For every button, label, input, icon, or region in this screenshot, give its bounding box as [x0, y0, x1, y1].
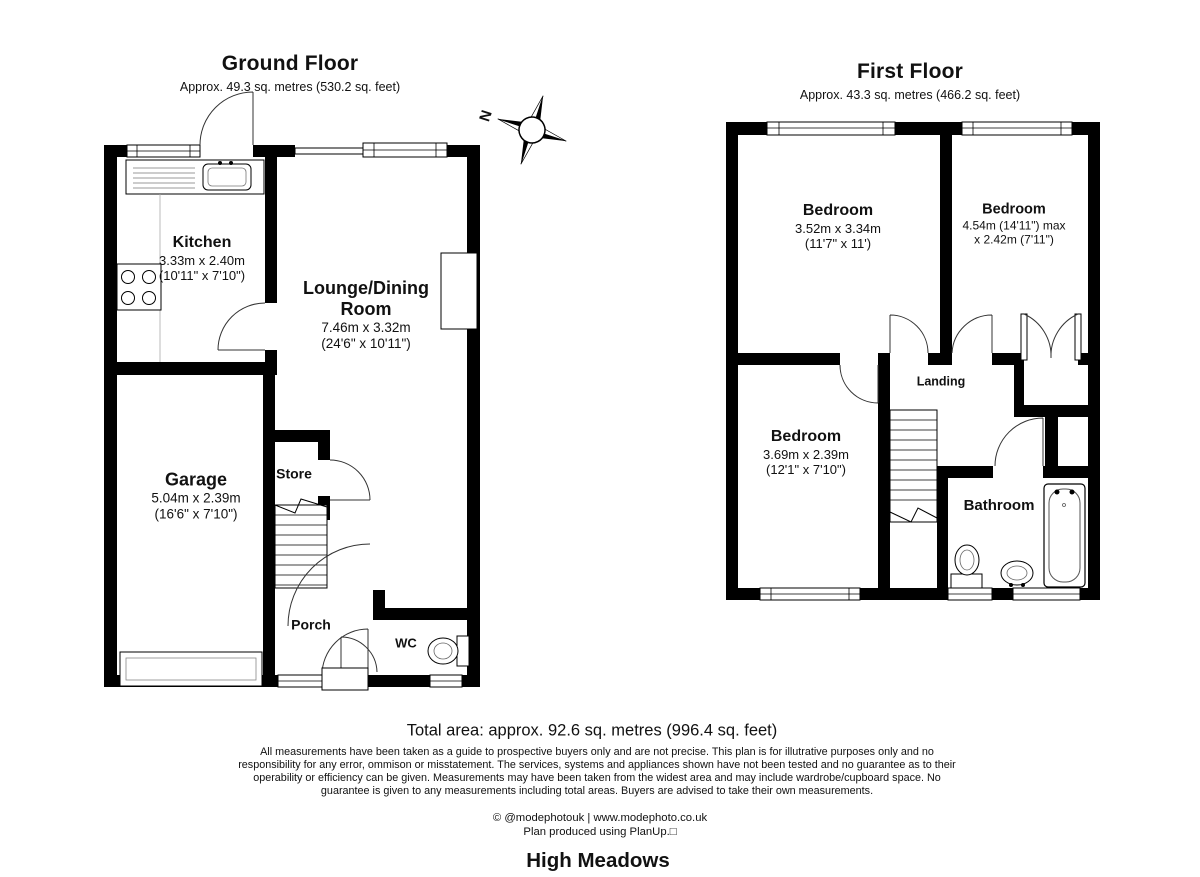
- disclaimer-line: guarantee is given to any measurements including total areas. Buyers are advised to take their own measurements.: [320, 785, 874, 797]
- ground-floor-plan: [104, 92, 480, 690]
- bedroom2-window: [962, 122, 1072, 135]
- room-name: Garage: [164, 469, 228, 490]
- property-name: High Meadows: [526, 849, 670, 872]
- bathroom-window-left: [948, 588, 992, 600]
- disclaimer-line: operability or efficiency can be given. Measurements may have been taken from the widest area and may include wardrobe/cupboard space. No: [253, 772, 941, 784]
- thin-wall: [295, 148, 365, 154]
- room-dim-imperial: (12'1" x 7'10"): [766, 462, 846, 478]
- garage-door: [120, 652, 262, 686]
- room-label-bedroom-3: [763, 428, 849, 478]
- produced-line: Plan produced using PlanUp.□: [523, 826, 677, 838]
- room-label-bathroom: [964, 497, 1035, 515]
- room-dim-imperial: (24'6" x 10'11"): [321, 336, 411, 352]
- room-dim-imperial: (10'11" x 7'10"): [158, 268, 246, 284]
- room-label-lounge-dining: [284, 278, 449, 352]
- porch-window: [278, 675, 322, 687]
- room-label-bedroom-1: [795, 202, 881, 252]
- room-dim-metric: 7.46m x 3.32m: [321, 320, 411, 336]
- room-dim-imperial: (16'6" x 7'10"): [154, 506, 238, 522]
- hob-icon: [117, 264, 161, 310]
- room-name: Porch: [291, 616, 331, 633]
- room-dim-metric: 3.52m x 3.34m: [795, 221, 881, 237]
- ground-floor-stairs: [275, 499, 327, 588]
- bedroom3-window: [760, 588, 860, 600]
- north-label: N: [476, 108, 496, 124]
- room-name: Bedroom: [770, 428, 842, 446]
- room-label-store: [276, 466, 312, 483]
- room-dim-metric: 5.04m x 2.39m: [151, 490, 241, 506]
- first-floor-plan: [726, 122, 1100, 600]
- room-label-landing: [917, 375, 966, 390]
- room-dim-imperial: x 2.42m (7'11"): [974, 232, 1054, 247]
- room-name: Bathroom: [963, 497, 1035, 515]
- room-name: WC: [395, 635, 417, 651]
- ground-floor-area: Approx. 49.3 sq. metres (530.2 sq. feet): [179, 80, 401, 94]
- bedroom1-window: [767, 122, 895, 135]
- room-dim-metric: 4.54m (14'11") max: [962, 218, 1066, 233]
- ground-floor-title: Ground Floor: [221, 52, 359, 75]
- first-floor-stairs: [890, 410, 937, 522]
- room-label-bedroom-2: [962, 201, 1065, 246]
- first-floor-title: First Floor: [856, 60, 964, 83]
- lounge-top-window: [363, 143, 447, 157]
- room-label-porch: [291, 617, 331, 634]
- disclaimer-line: responsibility for any error, ommison or misstatement. The services, systems and appliances shown have not been tested and no guarantee as to their: [238, 759, 956, 771]
- room-dim-metric: 3.69m x 2.39m: [763, 447, 849, 463]
- front-door-threshold: [322, 668, 368, 690]
- bath-icon: [1044, 484, 1085, 587]
- cupboard-double-doors: [1021, 314, 1081, 360]
- room-dim-imperial: (11'7" x 11'): [804, 236, 872, 252]
- wc-toilet-icon: [428, 636, 469, 666]
- room-name: Lounge/Dining Room: [303, 277, 429, 320]
- room-label-kitchen: [159, 234, 245, 284]
- total-area-text: Total area: approx. 92.6 sq. metres (996.4 sq. feet): [406, 721, 778, 740]
- room-name: Store: [276, 465, 312, 482]
- compass-icon: [487, 85, 578, 176]
- wc-window: [430, 675, 462, 687]
- room-name: Bedroom: [802, 202, 874, 220]
- disclaimer-line: All measurements have been taken as a guide to prospective buyers only and are not precise. This plan is for illutrative purposes only and no: [260, 746, 934, 758]
- kitchen-sink-icon: [126, 160, 264, 194]
- bathroom-toilet-icon: [951, 545, 982, 588]
- ground-floor-windows: [127, 143, 477, 687]
- kitchen-window: [127, 145, 200, 157]
- room-label-garage: [151, 469, 240, 522]
- room-name: Bedroom: [982, 201, 1046, 218]
- first-floor-area: Approx. 43.3 sq. metres (466.2 sq. feet): [799, 88, 1021, 102]
- room-label-wc: [395, 635, 417, 650]
- disclaimer-text: [238, 746, 956, 798]
- room-name: Kitchen: [172, 234, 232, 252]
- credit-line: © @modephotouk | www.modephoto.co.uk: [492, 812, 708, 824]
- basin-icon: [1001, 561, 1033, 587]
- bathroom-window-right: [1013, 588, 1080, 600]
- room-dim-metric: 3.33m x 2.40m: [158, 253, 245, 269]
- room-name: Landing: [916, 374, 966, 389]
